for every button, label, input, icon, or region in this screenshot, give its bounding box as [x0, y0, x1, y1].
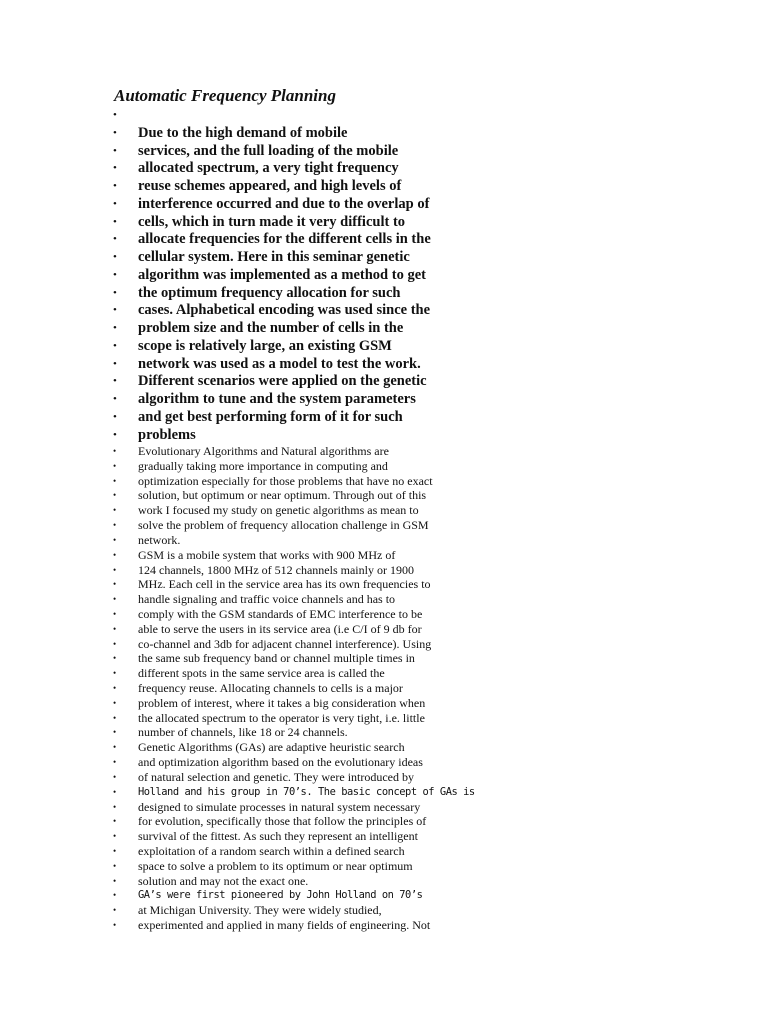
- list-item-text: cells, which in turn made it very difficult to: [138, 213, 406, 230]
- bullet-icon: •: [113, 623, 117, 634]
- bullet-icon: •: [113, 668, 117, 679]
- bullet-icon: •: [113, 520, 117, 531]
- bullet-icon: •: [113, 683, 117, 693]
- list-item-text: network was used as a model to test the work.: [138, 355, 421, 372]
- list-item-text: work I focused my study on genetic algorithms as mean to: [138, 503, 419, 518]
- list-item-text: at Michigan University. They were widely studied,: [138, 903, 382, 918]
- bullet-icon: •: [113, 920, 117, 930]
- bullet-icon: •: [113, 357, 117, 370]
- list-item-text: the same sub frequency band or channel multiple times in: [138, 651, 415, 666]
- list-item-text: co-channel and 3db for adjacent channel interference). Using: [138, 636, 432, 651]
- bullet-icon: •: [113, 268, 117, 281]
- list-item-text: solution, but optimum or near optimum. Through out of this: [138, 488, 427, 503]
- list-item-text: space to solve a problem to its optimum or near optimum: [138, 858, 413, 873]
- list-item-text: scope is relatively large, an existing GSM: [138, 337, 392, 354]
- list-item-text: survival of the fittest. As such they represent an intelligent: [138, 829, 418, 844]
- bullet-icon: •: [113, 638, 117, 649]
- list-item-text: number of channels, like 18 or 24 channels.: [138, 725, 348, 740]
- list-item-text: network.: [138, 532, 181, 547]
- bullet-icon: •: [113, 653, 117, 664]
- bullet-icon: •: [113, 890, 117, 901]
- bullet-icon: •: [113, 786, 117, 797]
- list-item-text: cases. Alphabetical encoding was used since the: [138, 302, 431, 319]
- list-item-text: able to serve the users in its service area (i.e C/I of 9 db for: [138, 621, 422, 636]
- list-item-text: solve the problem of frequency allocation challenge in GSM: [138, 518, 429, 533]
- bullet-icon: •: [113, 594, 117, 605]
- list-item-text: experimented and applied in many fields of engineering. Not: [138, 918, 431, 932]
- list-item-text: the allocated spectrum to the operator is very tight, i.e. little: [138, 710, 425, 725]
- list-item-text: GSM is a mobile system that works with 900 MHz of: [138, 547, 396, 562]
- list-item-text: problems: [138, 426, 196, 443]
- bullet-icon: •: [113, 727, 117, 738]
- bullet-icon: •: [113, 410, 117, 423]
- bullet-icon: •: [113, 549, 117, 560]
- bullet-icon: •: [113, 742, 117, 753]
- bullet-icon: •: [113, 460, 117, 471]
- list-item-text: cellular system. Here in this seminar genetic: [138, 249, 410, 265]
- list-item-text: solution and may not the exact one.: [138, 873, 309, 888]
- list-item-text: gradually taking more importance in computing and: [138, 458, 388, 473]
- list-item-text: Evolutionary Algorithms and Natural algorithms are: [138, 444, 389, 458]
- bullet-icon: •: [113, 697, 117, 708]
- bullet-icon: •: [113, 712, 117, 723]
- list-item-text: designed to simulate processes in natural system necessary: [138, 799, 421, 814]
- bullet-icon: •: [113, 490, 117, 501]
- bullet-icon: •: [113, 475, 117, 486]
- bullet-icon: •: [113, 215, 117, 228]
- bullet-icon: •: [113, 428, 117, 441]
- bullet-icon: •: [113, 579, 117, 590]
- list-item-text: exploitation of a random search within a defined search: [138, 843, 405, 858]
- list-item-text: MHz. Each cell in the service area has its own frequencies to: [138, 577, 431, 592]
- bullet-icon: •: [113, 801, 117, 812]
- list-item-text: the optimum frequency allocation for such: [138, 284, 401, 301]
- list-item-text: Due to the high demand of mobile: [138, 124, 348, 141]
- bullet-icon: •: [113, 233, 117, 246]
- document-title: Automatic Frequency Planning: [114, 86, 336, 105]
- list-item-text: interference occurred and due to the overlap of: [138, 195, 430, 212]
- list-item-text: problem of interest, where it takes a big consideration when: [138, 695, 426, 710]
- list-item-text: reuse schemes appeared, and high levels of: [138, 178, 402, 194]
- bullet-icon: •: [113, 757, 117, 768]
- bullet-icon: •: [113, 339, 117, 352]
- bullet-icon: •: [113, 251, 117, 263]
- list-item-text: and optimization algorithm based on the evolutionary ideas: [138, 755, 423, 770]
- bullet-icon: •: [113, 375, 117, 388]
- list-item-text: GA’s were first pioneered by John Holland on 70’s: [138, 889, 423, 902]
- bullet-icon: •: [113, 322, 117, 334]
- list-item-text: of natural selection and genetic. They were introduced by: [138, 769, 415, 784]
- list-item-text: comply with the GSM standards of EMC interference to be: [138, 606, 423, 621]
- bullet-icon: •: [113, 564, 117, 575]
- bullet-icon: •: [113, 286, 117, 299]
- list-item-text: problem size and the number of cells in the: [138, 320, 404, 336]
- list-item-text: allocate frequencies for the different cells in the: [138, 231, 431, 248]
- bullet-icon: •: [113, 845, 117, 856]
- list-item-text: optimization especially for those problems that have no exact: [138, 473, 433, 488]
- bullet-icon: •: [113, 446, 117, 456]
- list-item-text: Holland and his group in 70’s. The basic concept of GAs is: [138, 785, 475, 798]
- bullet-icon: •: [113, 197, 117, 210]
- bullet-icon: •: [113, 109, 117, 121]
- bullet-icon: •: [113, 126, 117, 139]
- bullet-icon: •: [113, 860, 117, 871]
- list-item-text: algorithm to tune and the system parameters: [138, 391, 416, 407]
- list-item-text: 124 channels, 1800 MHz of 512 channels mainly or 1900: [138, 562, 414, 577]
- list-item-text: handle signaling and traffic voice channels and has to: [138, 592, 396, 607]
- bullet-icon: •: [113, 875, 117, 886]
- list-item-text: different spots in the same service area is called the: [138, 666, 385, 681]
- list-item-text: frequency reuse. Allocating channels to cells is a major: [138, 681, 403, 695]
- list-item-text: for evolution, specifically those that follow the principles of: [138, 814, 427, 829]
- bullet-icon: •: [113, 905, 117, 916]
- list-item-text: Different scenarios were applied on the genetic: [138, 373, 427, 390]
- list-item-text: and get best performing form of it for such: [138, 408, 403, 425]
- bullet-icon: •: [113, 505, 117, 516]
- bullet-icon: •: [113, 180, 117, 192]
- list-item-text: algorithm was implemented as a method to get: [138, 266, 426, 283]
- bullet-icon: •: [113, 162, 117, 175]
- list-item-text: Genetic Algorithms (GAs) are adaptive heuristic search: [138, 740, 405, 755]
- bullet-icon: •: [113, 771, 117, 782]
- bullet-icon: •: [113, 608, 117, 619]
- bullet-icon: •: [113, 831, 117, 842]
- bullet-icon: •: [113, 816, 117, 827]
- list-item-text: services, and the full loading of the mobile: [138, 142, 399, 159]
- list-item-text: allocated spectrum, a very tight frequency: [138, 160, 399, 177]
- bullet-icon: •: [113, 144, 117, 157]
- bullet-icon: •: [113, 534, 117, 545]
- bullet-icon: •: [113, 393, 117, 405]
- bullet-icon: •: [113, 304, 117, 317]
